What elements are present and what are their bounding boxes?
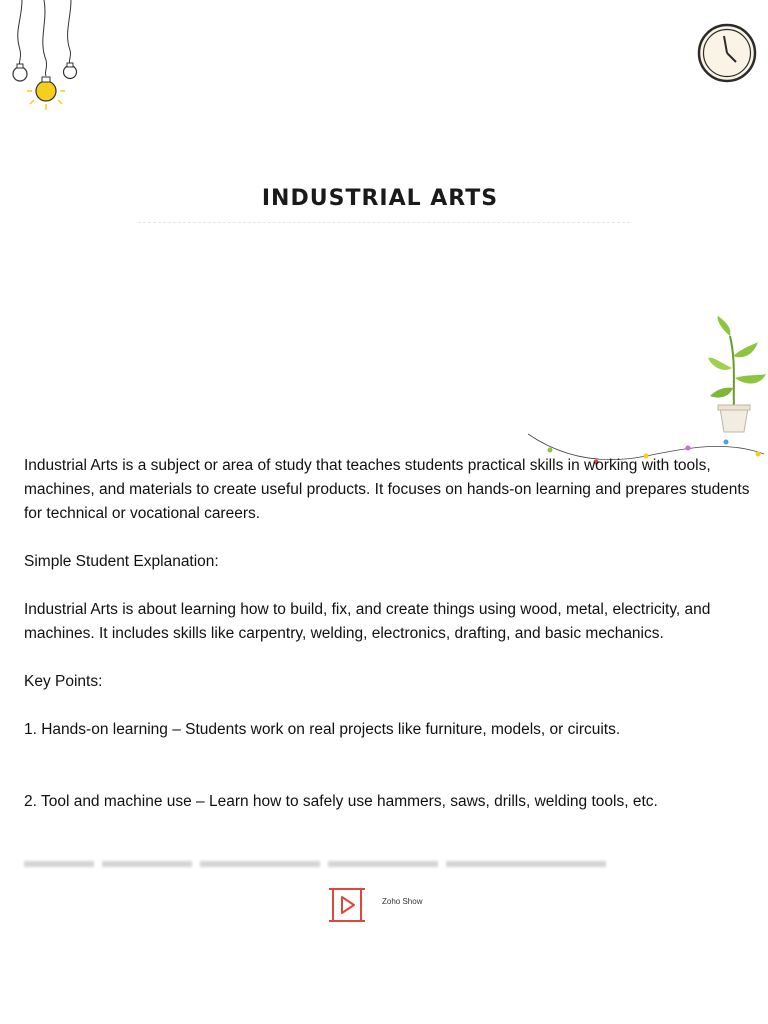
potted-plant-icon (700, 316, 768, 436)
hanging-light-bulbs-icon (8, 0, 88, 118)
body-text (24, 454, 754, 814)
intro-paragraph: Industrial Arts is a subject or area of study that teaches students practical skills in working with tools, machines, and materials to create useful products. It focuses on hands-on learning and prepares students for technical or vocational careers. (24, 457, 750, 522)
brand-name: Zoho Show (382, 897, 423, 906)
title-divider (138, 222, 630, 223)
zoho-show-logo-icon (327, 885, 367, 925)
key-points-heading: Key Points: (24, 673, 103, 690)
footer (0, 880, 768, 940)
page-title: INDUSTRIAL ARTS (261, 186, 499, 211)
key-point-1: 1. Hands-on learning – Students work on real projects like furniture, models, or circuits. (24, 721, 621, 738)
faded-text-line (24, 857, 624, 871)
simple-explanation-paragraph: Industrial Arts is about learning how to build, fix, and create things using wood, metal, electricity, and machines. It includes skills like carpentry, welding, electronics, drafting, and basic mechanics. (24, 601, 711, 642)
clock-icon (696, 22, 758, 84)
key-point-2: 2. Tool and machine use – Learn how to safely use hammers, saws, drills, welding tools, etc. (24, 793, 658, 810)
simple-explanation-heading: Simple Student Explanation: (24, 553, 219, 570)
